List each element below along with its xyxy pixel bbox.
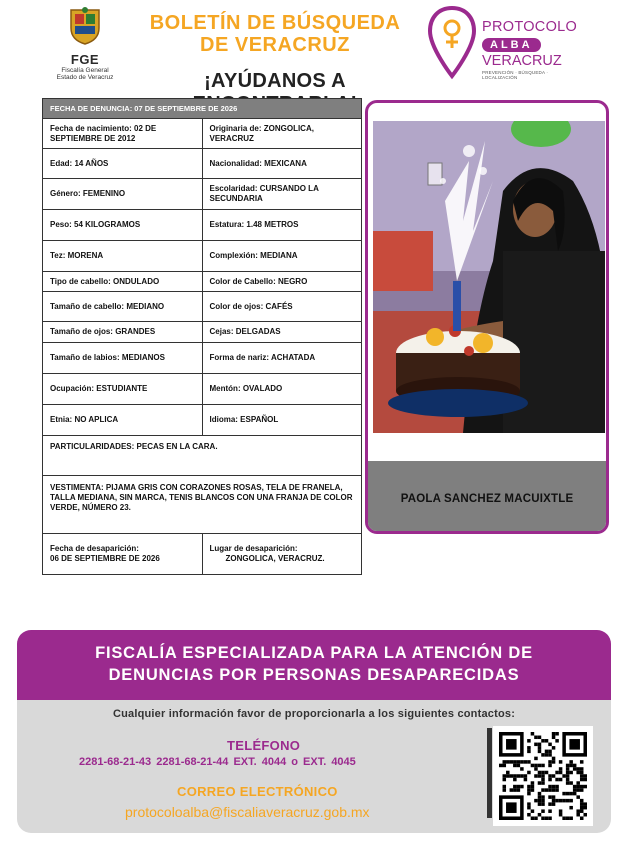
table-row: [43, 292, 361, 322]
desaparicion-row: [43, 534, 361, 574]
bulletin-subtitle: ¡AYÚDANOS A: [204, 70, 346, 92]
fecha-desaparicion-value: 06 DE SEPTIEMBRE DE 2026: [50, 554, 160, 563]
lugar-desaparicion-label: Lugar de desaparición:: [209, 544, 298, 553]
table-row: [43, 210, 361, 241]
table-row: [43, 322, 361, 343]
qr-code-icon: [499, 732, 587, 820]
table-cell: Forma de nariz: ACHATADA: [202, 343, 362, 373]
info-table: [42, 98, 362, 575]
qr-code[interactable]: [493, 726, 593, 826]
table-cell: Tez: MORENA: [50, 251, 104, 260]
banner-line1: FISCALÍA ESPECIALIZADA PARA LA ATENCIÓN DE: [95, 644, 533, 662]
table-cell: Color de Cabello: NEGRO: [202, 272, 362, 291]
fge-logo: [52, 6, 118, 88]
phone-label: TELÉFONO: [227, 738, 301, 753]
table-cell: Tamaño de ojos: GRANDES: [50, 327, 156, 336]
table-cell: Peso: 54 KILOGRAMOS: [50, 220, 141, 229]
fge-acronym: FGE: [70, 52, 100, 67]
photo-card: [365, 100, 609, 534]
table-cell: Tipo de cabello: ONDULADO: [50, 276, 160, 286]
table-cell: Fecha de nacimiento: 02 DE SEPTIEMBRE DE 2012: [50, 123, 157, 143]
coat-of-arms-icon: [67, 6, 103, 46]
table-row: [43, 405, 361, 436]
table-cell: Tamaño de cabello: MEDIANO: [50, 301, 165, 311]
table-row: [43, 149, 361, 179]
fge-line1: Fiscalía General: [61, 67, 109, 74]
contact-intro: Cualquier información favor de proporcionarla a los siguientes contactos:: [112, 708, 516, 720]
table-row: [43, 272, 361, 292]
table-row: [43, 343, 361, 374]
table-cell: Idioma: ESPAÑOL: [202, 405, 362, 435]
table-row: [43, 374, 361, 405]
table-row: [43, 179, 361, 210]
table-cell: Color de ojos: CAFÉS: [202, 292, 362, 321]
table-cell: Cejas: DELGADAS: [202, 322, 362, 342]
person-name: PAOLA SANCHEZ MACUIXTLE: [400, 493, 574, 505]
table-cell: Ocupación: ESTUDIANTE: [50, 384, 148, 393]
table-cell: Género: FEMENINO: [50, 189, 126, 198]
table-cell: Escolaridad: CURSANDO LA SECUNDARIA: [202, 179, 362, 209]
vestimenta: VESTIMENTA: PIJAMA GRIS CON CORAZONES ROSAS, TELA DE FRANELA, TALLA MEDIANA, SIN MARCA, TENIS BLANCOS CON UNA FRANJA DE COLOR VERDE, NÚMERO 23.: [50, 483, 353, 512]
vestimenta-row: [43, 476, 361, 534]
fecha-desaparicion-label: Fecha de desaparición:: [50, 544, 139, 553]
particularidades: PARTICULARIDADES: PECAS EN LA CARA.: [50, 442, 218, 451]
denuncia-row: [43, 99, 361, 119]
particularidades-row: [43, 436, 361, 476]
location-pin-female-icon: [428, 6, 476, 80]
bulletin-title-line2: DE VERACRUZ: [200, 34, 350, 56]
alba-word-alba: ALBA: [482, 38, 541, 52]
alba-tagline: PREVENCIÓN · BÚSQUEDA · LOCALIZACIÓN: [482, 70, 549, 80]
table-cell: Nacionalidad: MEXICANA: [202, 149, 362, 178]
email-label: CORREO ELECTRÓNICO: [177, 784, 338, 799]
alba-word-veracruz: VERACRUZ: [482, 53, 562, 69]
table-cell: Originaria de: ZONGOLICA, VERACRUZ: [202, 119, 362, 148]
lugar-desaparicion-value: ZONGOLICA, VERACRUZ.: [225, 554, 325, 563]
photo-illustration: [373, 121, 605, 433]
contact-section: [17, 700, 611, 833]
table-cell: Edad: 14 AÑOS: [50, 158, 109, 168]
protocolo-alba-logo: [428, 6, 578, 86]
email-link[interactable]: protocoloalba@fiscaliaveracruz.gob.mx: [125, 804, 370, 820]
person-photo: [373, 121, 605, 433]
lugar-desaparicion: [202, 534, 362, 574]
table-cell: Tamaño de labios: MEDIANOS: [50, 353, 165, 362]
table-row: [43, 119, 361, 149]
phone-numbers[interactable]: 2281-68-21-43 2281-68-21-44 EXT. 4044 o EXT. 4045: [79, 756, 356, 768]
fiscalia-banner: [17, 630, 611, 700]
fecha-denuncia: FECHA DE DENUNCIA: 07 DE SEPTIEMBRE DE 2026: [50, 103, 238, 113]
table-cell: Complexión: MEDIANA: [202, 241, 362, 271]
table-cell: Estatura: 1.48 METROS: [202, 210, 362, 240]
fecha-desaparicion: [43, 534, 202, 574]
qr-divider: [487, 728, 492, 818]
table-row: [43, 241, 361, 272]
photo-name-bar: [368, 461, 606, 534]
bulletin-title-line1: BOLETÍN DE BÚSQUEDA: [149, 12, 401, 34]
alba-word-protocolo: PROTOCOLO: [482, 19, 578, 35]
table-cell: Mentón: OVALADO: [202, 374, 362, 404]
fge-line2: Estado de Veracruz: [56, 74, 114, 81]
table-cell: Etnia: NO APLICA: [50, 415, 119, 424]
banner-line2: DENUNCIAS POR PERSONAS DESAPARECIDAS: [108, 666, 520, 684]
